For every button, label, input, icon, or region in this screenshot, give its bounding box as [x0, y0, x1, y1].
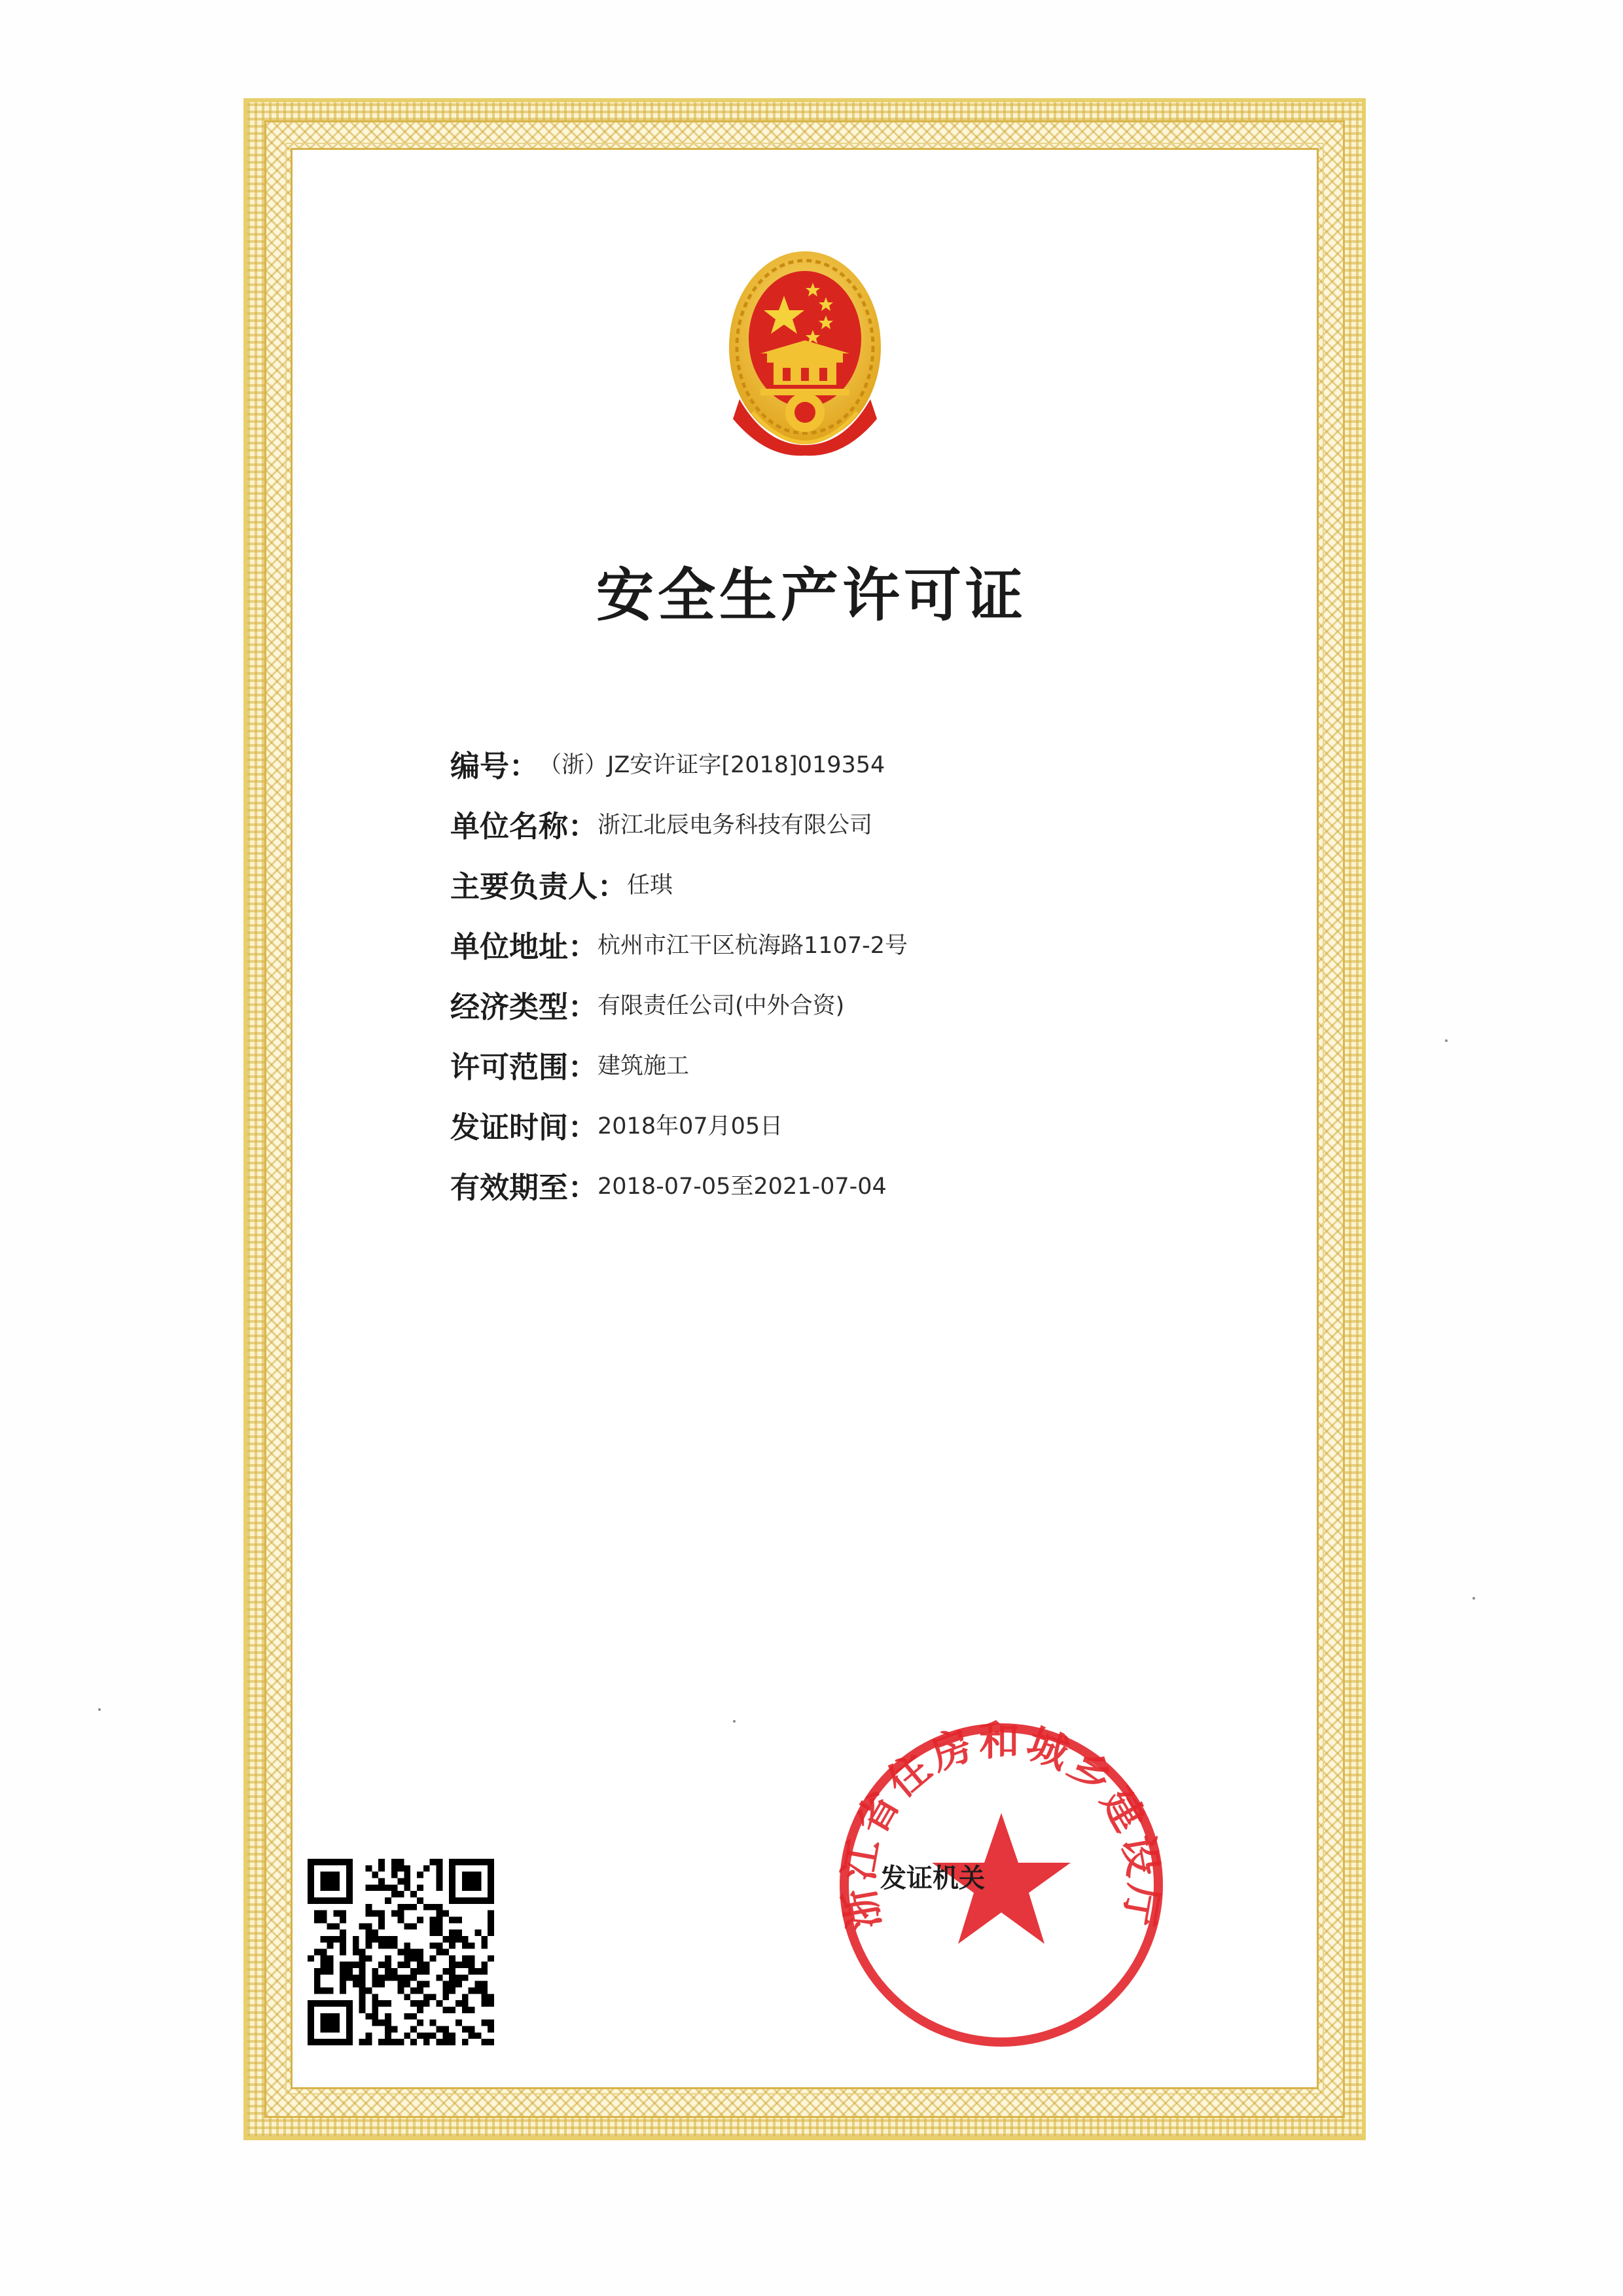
- field-value-valid-until: 2018-07-05至2021-07-04: [597, 1174, 887, 1200]
- field-value-issue-date: 2018年07月05日: [597, 1113, 783, 1139]
- field-value-license-scope: 建筑施工: [597, 1053, 690, 1079]
- seal-ring-text: 浙江省住房和城乡建设厅: [834, 1717, 1169, 1933]
- field-row-license-scope: [450, 1034, 1301, 1094]
- seal-caption: 发证机关: [880, 1863, 985, 1893]
- field-label-license-scope: 许可范围：: [450, 1049, 598, 1085]
- scan-speck: [1445, 1039, 1448, 1042]
- field-label-valid-until: 有效期至：: [450, 1170, 598, 1205]
- field-row-company-name: [450, 793, 1301, 853]
- field-value-company-name: 浙江北辰电务科技有限公司: [597, 812, 873, 838]
- field-label-issue-date: 发证时间：: [450, 1109, 598, 1145]
- field-row-valid-until: [450, 1155, 1301, 1215]
- scan-speck: [98, 1708, 101, 1711]
- field-row-principal: [450, 853, 1301, 914]
- field-label-company-name: 单位名称：: [450, 808, 598, 844]
- document-title: 安全生产许可证: [596, 562, 1027, 629]
- qr-code-icon: [308, 1859, 494, 2045]
- field-row-address: [450, 914, 1301, 974]
- scan-speck: [733, 1720, 736, 1723]
- field-label-address: 单位地址：: [450, 929, 598, 964]
- field-row-number: [450, 733, 1301, 793]
- national-emblem-icon: [726, 249, 883, 458]
- field-label-economic-type: 经济类型：: [450, 989, 598, 1024]
- field-label-principal: 主要负责人：: [450, 869, 628, 904]
- field-value-number: （浙）JZ安许证字[2018]019354: [539, 752, 885, 778]
- field-value-economic-type: 有限责任公司(中外合资): [597, 993, 845, 1019]
- field-label-number: 编号：: [450, 748, 539, 783]
- field-row-issue-date: [450, 1094, 1301, 1155]
- field-row-economic-type: [450, 974, 1301, 1034]
- field-value-principal: 任琪: [627, 872, 673, 899]
- field-value-address: 杭州市江干区杭海路1107-2号: [597, 933, 908, 959]
- certificate-fields: [450, 733, 1301, 1215]
- scan-speck: [1472, 1597, 1475, 1600]
